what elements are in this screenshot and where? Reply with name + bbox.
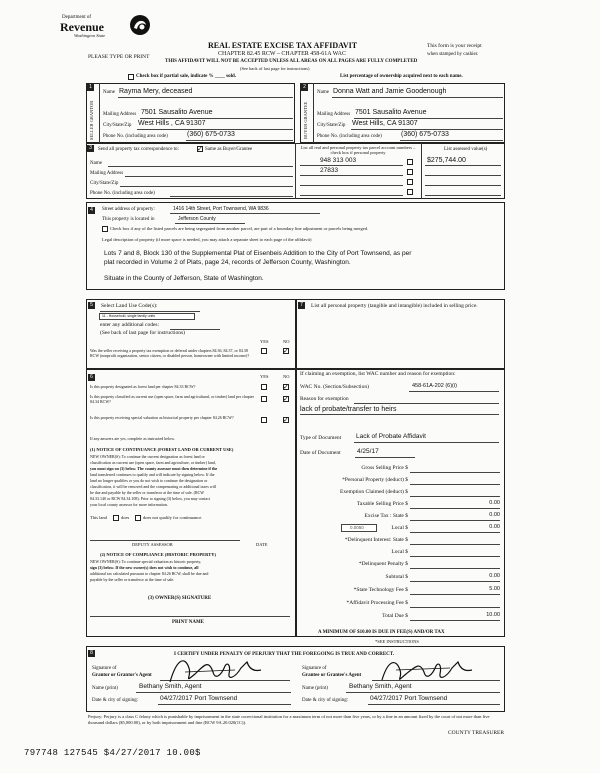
sec5-yes-label: YES (260, 339, 269, 344)
parcel-4-personal-checkbox[interactable] (407, 189, 413, 195)
forest-yes-checkbox[interactable] (261, 384, 267, 390)
buyer-name[interactable]: Donna Watt and Jamie Goodenough (333, 88, 447, 95)
historic-line-2: sign (3) below. If the new owner(s) does not wish to continue, all (90, 565, 199, 570)
this-land-label: This land (90, 515, 107, 520)
grantee-sig-label-2: Grantee or Grantee's Agent (302, 673, 362, 678)
buyer-city[interactable]: West Hills, CA 91307 (352, 120, 418, 127)
same-as-buyer-check-icon: ✓ (197, 145, 203, 153)
continuance-line-7: be due and payable by the seller or transferor at the time of sale. (RCW (90, 490, 205, 495)
taxable-price-label: Taxable Selling Price $ (356, 501, 408, 507)
parcel-3-personal-checkbox[interactable] (407, 179, 413, 185)
owner-signature-label: (3) OWNER(S) SIGNATURE (148, 596, 212, 601)
ownership-note: List percentage of ownership acquired next to each name. (340, 74, 463, 79)
total-due-value[interactable]: 10.00 (486, 612, 500, 618)
form-subtitle: CHAPTER 82.45 RCW – CHAPTER 458-61A WAC (218, 51, 346, 57)
grantor-date-city[interactable]: 04/27/2017 Port Townsend (160, 695, 238, 702)
form-title: REAL ESTATE EXCISE TAX AFFIDAVIT (208, 41, 358, 50)
sec5-no-label: NO (283, 339, 290, 344)
historic-line-3: additional tax calculated pursuant to chapter 84.26 RCW, shall be due and (90, 571, 209, 576)
county-treasurer-label: COUNTY TREASURER (448, 730, 505, 736)
excise-local-value[interactable]: 0.00 (489, 524, 500, 530)
sec6-no-label: NO (283, 374, 290, 379)
wac-label: WAC No. (Section/Subsection) (300, 384, 369, 390)
certify-statement: I CERTIFY UNDER PENALTY OF PERJURY THAT THE FOREGOING IS TRUE AND CORRECT. (174, 652, 395, 657)
subtotal-label: Subtotal $ (385, 574, 408, 580)
seller-phone[interactable]: (360) 675-0733 (187, 131, 235, 138)
date-label: DATE (256, 542, 268, 547)
grantee-date-label: Date & city of signing: (302, 698, 349, 703)
see-instructions: *SEE INSTRUCTIONS (375, 639, 419, 644)
parcel-1-personal-checkbox[interactable] (407, 159, 413, 165)
sec3-address-label: Mailing Address (90, 171, 124, 176)
street-label: Street address of property: (102, 207, 155, 212)
land-use-label: Select Land Use Code(s): (101, 303, 158, 309)
property-county[interactable]: Jefferson County (178, 216, 216, 222)
continuance-line-3: you must sign on (3) below. The county assessor must then determine if the (90, 466, 218, 471)
historic-yes-checkbox[interactable] (261, 417, 267, 423)
forest-no-check-icon: ✓ (283, 383, 289, 391)
form-warning: THIS AFFIDAVIT WILL NOT BE ACCEPTED UNLESS ALL AREAS ON ALL PAGES ARE FULLY COMPLETED (165, 59, 418, 64)
any-yes-note: If any answers are yes, complete as instructed below. (90, 436, 175, 441)
seller-phone-label: Phone No. (including area code) (103, 134, 168, 139)
delinquent-penalty-label: *Delinquent Penalty $ (358, 561, 408, 567)
technology-fee-label: *State Technology Fee $ (353, 587, 408, 593)
seller-city[interactable]: West Hills , CA 91307 (138, 120, 206, 127)
doc-date-label: Date of Document (300, 450, 341, 456)
historic-no-check-icon: ✓ (283, 416, 289, 424)
sec6-yes-label: YES (260, 374, 269, 379)
dor-logo (60, 13, 170, 51)
legal-desc-line-2[interactable]: plat recorded in Volume 2 of Plats, page 24, records of Jefferson County, Washington. (104, 259, 351, 266)
buyer-side-label: BUYER GRANTEE (303, 101, 308, 139)
does-label: does (121, 515, 130, 520)
same-as-buyer-label: Same as Buyer/Grantee (205, 147, 253, 152)
grantee-sig-label-1: Signature of (302, 666, 327, 671)
cashier-stamp: 797748 127545 $4/27/2017 10.00$ (24, 748, 201, 758)
continuance-line-2: classification as current use (open space, farm and agriculture, or timber) land, (90, 460, 216, 465)
parcel-2-personal-checkbox[interactable] (407, 169, 413, 175)
parcel-2[interactable]: 27833 (320, 167, 339, 174)
segregated-label: Check box if any of the listed parcels are being segregated from another parcel, are part of a boundary line adjustment or parcels being merged. (110, 226, 369, 231)
additional-codes-label: enter any additional codes: (100, 322, 160, 328)
continuance-line-5: land no longer qualifies or you do not wish to continue the designation or (90, 478, 208, 483)
doc-type[interactable]: Lack of Probate Affidavit (356, 433, 426, 440)
historic-question: Is this property receiving special valuation as historical property per chapter 84.26 RCW? (90, 415, 234, 420)
receipt-note-1: This form is your receipt (427, 43, 482, 49)
does-not-label: does not qualify for continuance. (143, 515, 203, 520)
subtotal-value[interactable]: 0.00 (489, 573, 500, 579)
exemption-reason[interactable]: lack of probate/transfer to heirs (300, 406, 397, 413)
local-rate-value: 0.0050 (350, 525, 364, 530)
grantee-signature (378, 654, 488, 686)
seller-name-label: Name (103, 90, 115, 95)
exemption-no-check-icon: ✓ (283, 347, 289, 355)
continuance-line-4: land transferred continues to qualify and will indicate by signing below. If the (90, 472, 215, 477)
parcel-header: List all real and personal property tax parcel account numbers – check box if personal property (300, 145, 416, 155)
total-due-label: Total Due $ (382, 613, 408, 619)
buyer-name-label: Name (317, 90, 329, 95)
logo-line-2: Revenue (60, 20, 104, 34)
wac-number[interactable]: 458-61A-202 (6)(i) (412, 383, 457, 389)
exemption-claimed-label: Exemption Claimed (deduct) $ (340, 489, 408, 495)
property-street[interactable]: 1416 14th Street, Port Townsend, WA 9836 (173, 206, 269, 212)
reason-label: Reason for exemption (300, 396, 349, 402)
personal-prop-label: *Personal Property (deduct) $ (342, 477, 408, 483)
buyer-phone-label: Phone No. (including area code) (317, 134, 382, 139)
buyer-phone[interactable]: (360) 675-0733 (401, 131, 449, 138)
land-use-select[interactable] (99, 313, 195, 320)
forest-question: Is this property designated as forest land per chapter 84.33 RCW? (90, 384, 196, 389)
buyer-address[interactable]: 7501 Sausalito Avenue (355, 109, 427, 116)
logo-line-3: Washington State (74, 33, 106, 38)
continuance-line-8: 84.33.140 or RCW 84.34.108). Prior to signing (3) below, you may contact (90, 496, 211, 501)
legal-desc-label: Legal description of property (if more space is needed, you may attach a separate sheet to each page of the affidavit) (102, 237, 312, 242)
excise-state-label: Excise Tax : State $ (364, 513, 408, 519)
grantor-sig-label-2: Grantor or Grantor's Agent (92, 673, 152, 678)
excise-state-value[interactable]: 0.00 (489, 512, 500, 518)
delinquent-interest-state-label: *Delinquent Interest: State $ (344, 537, 408, 543)
grantor-signature (165, 654, 275, 686)
delinquent-interest-local-label: Local $ (391, 549, 408, 555)
doc-date[interactable]: 4/25/17 (357, 448, 379, 455)
legal-desc-line-1[interactable]: Lots 7 and 8, Block 130 of the Supplemental Plat of Eisenbeis Addition to the City of Port Townsend, as per (104, 250, 412, 257)
gross-price-label: Gross Selling Price $ (361, 465, 408, 471)
current-use-no-check-icon: ✓ (283, 395, 289, 403)
sec3-name-label: Name (90, 161, 102, 166)
assessed-value-1[interactable]: $275,744.00 (427, 157, 466, 164)
grantor-name-label: Name (print) (92, 686, 118, 691)
see-back-note: (See back of last page for instructions) (240, 66, 310, 71)
seller-address-label: Mailing Address (103, 112, 137, 117)
logo-swirl-icon (128, 13, 152, 37)
seller-side-label: SELLER GRANTOR (89, 100, 94, 140)
correspondence-label: Send all property tax correspondence to: (98, 147, 179, 152)
seller-address[interactable]: 7501 Sausalito Avenue (141, 109, 213, 116)
buyer-address-label: Mailing Address (317, 112, 351, 117)
buyer-city-label: City/State/Zip (317, 123, 346, 128)
section-1-number: 1 (87, 84, 94, 91)
doc-type-label: Type of Document (300, 435, 342, 441)
partial-sale-checkbox[interactable] (128, 74, 134, 80)
grantor-print-name[interactable]: Bethany Smith, Agent (139, 683, 202, 690)
continuance-line-1: NEW OWNER(S): To continue the current designation as forest land or (90, 454, 205, 459)
processing-fee-label: *Affidavit Processing Fee $ (346, 600, 408, 606)
section-2-number: 2 (301, 84, 308, 91)
grantee-date-city[interactable]: 04/27/2017 Port Townsend (370, 695, 448, 702)
grantee-print-name[interactable]: Bethany Smith, Agent (349, 683, 412, 690)
grantor-sig-label-1: Signature of (92, 666, 117, 671)
perjury-notice: Perjury: Perjury is a class C felony which is punishable by imprisonment in the state correctional institution for a maximum term of not more than five years, or by a fine in an amount fixed by the court of not more than five thousand dollars ($5,000.00), or by both imprisonment and fine (RCW 9A.20.020(1C)). (88, 714, 490, 725)
assessed-header: List assessed value(s) (444, 147, 488, 152)
continuance-title: (1) NOTICE OF CONTINUANCE (FOREST LAND OR CURRENT USE) (90, 447, 234, 452)
located-label: This property is located in (102, 217, 155, 222)
section-3-number: 3 (87, 145, 94, 152)
print-name-label: PRINT NAME (172, 620, 204, 625)
land-use-value: 11 - Household, single family units (102, 314, 156, 318)
logo-line-1: Department of (62, 15, 92, 20)
receipt-note-2: when stamped by cashier. (427, 52, 479, 57)
historic-line-4: payable by the seller or transferor at the time of sale. (90, 577, 175, 582)
section-4-number: 4 (88, 207, 95, 214)
print-note: PLEASE TYPE OR PRINT (88, 54, 150, 60)
deputy-assessor-label: DEPUTY ASSESSOR (132, 542, 173, 547)
grantor-date-label: Date & city of signing: (92, 698, 139, 703)
current-use-yes-checkbox[interactable] (261, 396, 267, 402)
sec3-phone-label: Phone No. (including area code) (90, 191, 155, 196)
legal-desc-line-3[interactable]: Situate in the County of Jefferson, State of Washington. (104, 275, 264, 282)
land-does-not-checkbox[interactable] (135, 515, 141, 521)
personal-property-label: List all personal property (tangible and intangible) included in selling price. (311, 303, 478, 309)
current-use-question: Is this property classified as current use (open space, farm and agricultural, or timber) land per chapter 84.34 RCW? (90, 394, 254, 404)
seller-city-label: City/State/Zip (103, 123, 132, 128)
minimum-note: A MINIMUM OF $10.00 IS DUE IN FEE(S) AND/OR TAX (318, 630, 445, 635)
exemption-claim-label: If claiming an exemption, list WAC number and reason for exemption: (300, 371, 456, 377)
technology-fee-value[interactable]: 5.00 (489, 586, 500, 592)
section-5-number: 5 (88, 302, 95, 309)
excise-local-label: Local $ (391, 525, 408, 531)
section-6-number: 6 (88, 374, 95, 381)
grantee-name-label: Name (print) (302, 686, 328, 691)
parcel-1[interactable]: 948 313 003 (320, 157, 357, 164)
historic-title: (2) NOTICE OF COMPLIANCE (HISTORIC PROPERTY) (100, 552, 216, 557)
continuance-line-6: classification, it will be removed and the compensating or additional taxes will (90, 484, 216, 489)
exemption-yes-checkbox[interactable] (261, 348, 267, 354)
section-8-number: 8 (88, 650, 95, 657)
land-does-checkbox[interactable] (113, 515, 119, 521)
land-use-see-back: (See back of last page for instructions) (100, 330, 185, 336)
partial-sale-label: Check box if partial sale, indicate % ____ sold. (136, 74, 237, 79)
continuance-line-9: your local county assessor for more information. (90, 502, 168, 507)
historic-line-1: NEW OWNER(S): To continue special valuation as historic property, (90, 559, 202, 564)
segregated-checkbox[interactable] (102, 226, 108, 232)
taxable-price-value[interactable]: 0.00 (489, 500, 500, 506)
sec3-city-label: City/State/Zip (90, 181, 119, 186)
section-7-number: 7 (298, 302, 305, 309)
exemption-question: Was the seller receiving a property tax exemption or deferral under chapters 84.36, 84.37, or 84.38 RCW (nonprofit organization, senior citizen, or disabled person, homeowner with limited income)? (90, 348, 250, 358)
seller-name[interactable]: Rayma Mery, deceased (119, 88, 193, 95)
local-rate-box[interactable] (341, 524, 377, 532)
